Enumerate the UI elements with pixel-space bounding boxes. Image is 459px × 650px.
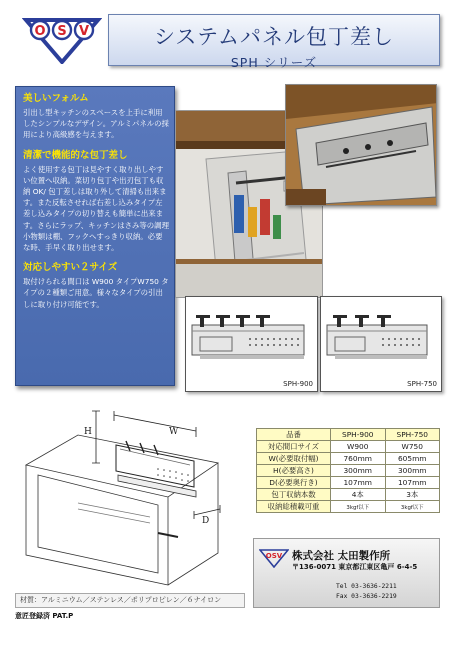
section-heading-sizes: 対応しやすい２サイズ (23, 262, 118, 274)
svg-text:OSV: OSV (265, 552, 283, 560)
page-title: システムパネル包丁差し (154, 25, 394, 49)
installed-photo (285, 84, 437, 206)
spec-row (257, 441, 440, 453)
spec-row-label: 収納総積載可重 (257, 501, 331, 513)
company-address: 〒136-0071 東京都江東区亀戸 6-4-5 (292, 563, 418, 571)
dimension-drawing (18, 405, 248, 590)
section-body-form: 引出し型キッチンのスペースを上手に利用したシンプルなデザイン。アルミパネルの採用により高級感を与えます。 (23, 108, 169, 140)
spec-row (257, 465, 440, 477)
spec-row-label: W(必要取付幅) (257, 453, 331, 465)
spec-row (257, 501, 440, 513)
spec-cell: 760mm (331, 453, 386, 465)
spec-table (256, 428, 440, 513)
product-label: SPH-750 (407, 380, 437, 388)
company-name: 株式会社 太田製作所 (292, 550, 391, 562)
company-info (253, 538, 440, 608)
spec-cell: 3kgf以下 (331, 501, 386, 513)
spec-row (257, 489, 440, 501)
spec-header-cell: SPH-750 (385, 429, 440, 441)
spec-row-label: H(必要高さ) (257, 465, 331, 477)
company-tel: Tel 03-3636-2211 (336, 583, 397, 590)
spec-row-label: 対応間口サイズ (257, 441, 331, 453)
spec-row (257, 477, 440, 489)
spec-cell: 3kgf以下 (385, 501, 440, 513)
section-body-sizes: 取付けられる間口は W900 タイプW750 タイプの２種類ご用意。様々なタイプの引出しに取り付け可能です。 (23, 277, 169, 309)
section-body-function: よく使用する包丁は見やすく取り出しやすい位置へ収納。菜切り包丁や出刃包丁も収納 OK/ 包丁差しは取り外して清掃も出来ます。また反転させれば右差し込みタイプ左差し込みタイプの切り替えも簡単に出来ます。さらにラップ、キッチンはさみ等の調理小物類は棚、フックへすっきり収納。必要な時、手早く取り出せます。 (23, 164, 169, 253)
company-logo (22, 14, 102, 64)
spec-header-cell: SPH-900 (331, 429, 386, 441)
dimension-label-w: W (169, 427, 179, 437)
spec-cell: 3本 (385, 489, 440, 501)
section-heading-form: 美しいフォルム (23, 93, 89, 104)
spec-cell: 107mm (331, 477, 386, 489)
spec-row-label: 包丁収納本数 (257, 489, 331, 501)
dimension-label-d: D (202, 516, 210, 526)
spec-cell: 605mm (385, 453, 440, 465)
feature-panel (15, 86, 175, 386)
spec-header-cell: 品番 (257, 429, 331, 441)
product-image-sph-900 (185, 296, 318, 392)
page-subtitle: SPH シリーズ (230, 55, 318, 70)
materials-note: 材質：アルミニウム／ステンレス／ポリプロピレン／６ナイロン (15, 593, 245, 608)
svg-text:S: S (57, 24, 67, 39)
svg-text:V: V (78, 24, 90, 39)
spec-cell: W900 (331, 441, 386, 453)
patent-note: 意匠登録済 PAT.P (15, 612, 74, 620)
spec-cell: 300mm (331, 465, 386, 477)
product-image-sph-750 (320, 296, 442, 392)
spec-cell: 107mm (385, 477, 440, 489)
title-banner (108, 14, 440, 70)
spec-cell: W750 (385, 441, 440, 453)
company-fax: Fax 03-3636-2219 (336, 593, 397, 600)
spec-table-header (257, 429, 440, 441)
section-heading-function: 清潔で機能的な包丁差し (23, 149, 128, 161)
spec-cell: 300mm (385, 465, 440, 477)
spec-cell: 4本 (331, 489, 386, 501)
spec-row-label: D(必要奥行き) (257, 477, 331, 489)
company-logo-small (259, 548, 289, 568)
dimension-label-h: H (84, 427, 92, 437)
product-label: SPH-900 (283, 380, 313, 388)
svg-text:O: O (34, 24, 46, 39)
spec-row (257, 453, 440, 465)
